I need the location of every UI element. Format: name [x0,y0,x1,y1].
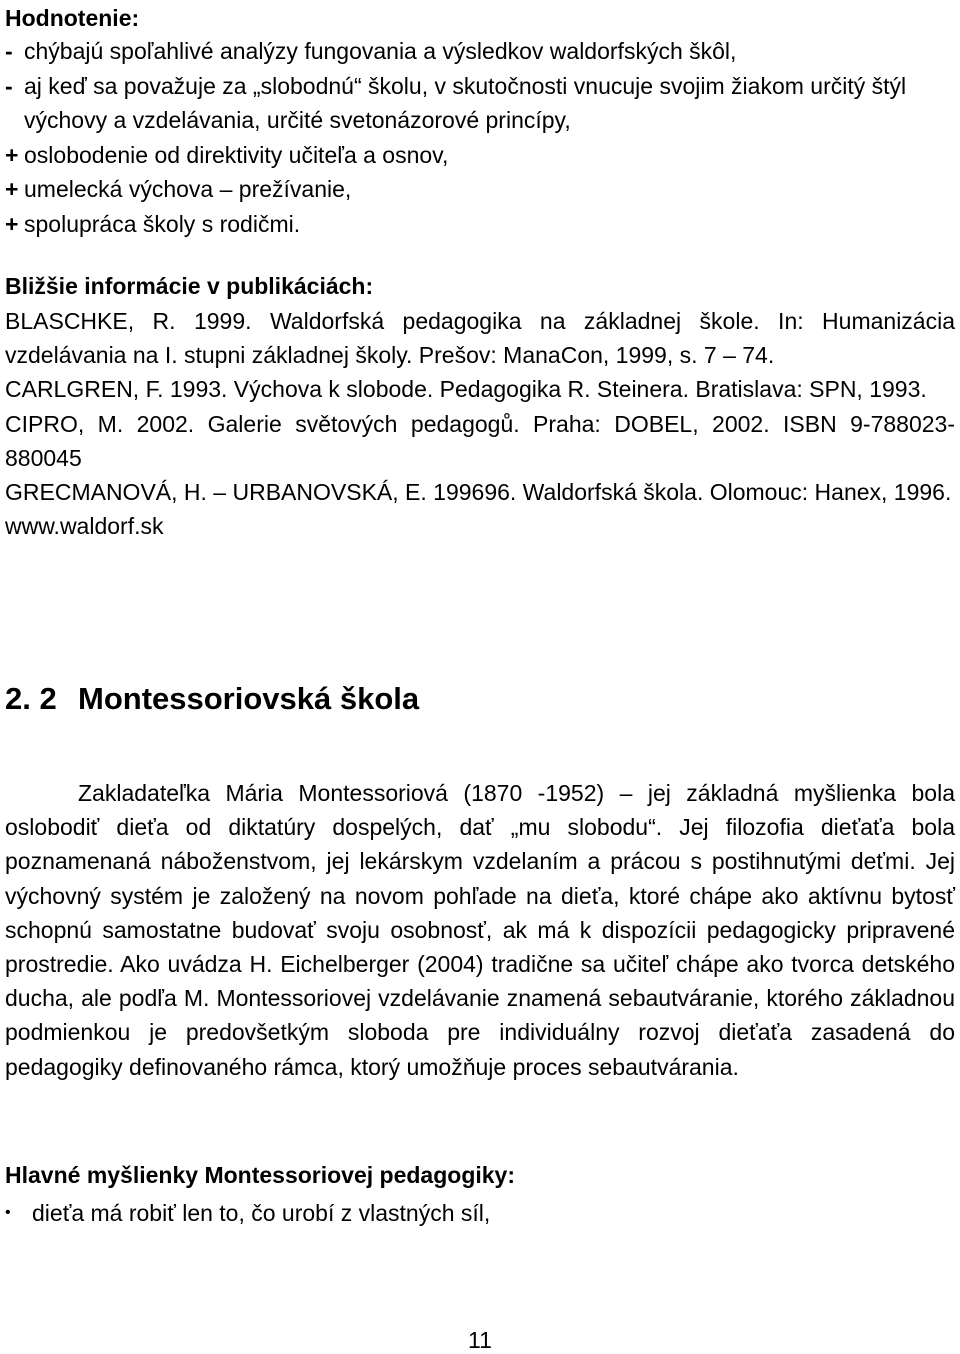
section-paragraph: Zakladateľka Mária Montessoriová (1870 -1952) – jej základná myšlienka bola oslobodiť dieťa od diktatúry dospelých, dať „mu slobodu“. Jej filozofia dieťaťa bola poznamenaná náboženstvom, jej lekárskym vzdelaním a prácou s postihnutými deťmi. Jej výchovný systém je založený na novom pohľade na dieťa, ktoré chápe ako aktívnu bytosť schopnú samostatne budovať svoju osobnosť, ak má k dispozícii pedagogicky pripravené prostredie. Ako uvádza H. Eichelberger (2004) tradične sa učiteľ chápe ako tvorca detského ducha, ale podľa M. Montessoriovej vzdelávanie znamená sebautváranie, ktorého základnou podmienkou je predovšetkým sloboda pre individuálny rozvoj dieťaťa zasadená do pedagogiky definovaného rámca, ktorý umožňuje proces sebautvárania. [5,780,955,1080]
reference-entry: CARLGREN, F. 1993. Výchova k slobode. Pedagogika R. Steinera. Bratislava: SPN, 1993. [5,376,927,403]
section-title: Montessoriovská škola [78,681,420,716]
evaluation-item [5,138,955,173]
list-item [5,1196,955,1230]
evaluation-item-mark: + [5,210,19,237]
reference-link[interactable]: www.waldorf.sk [5,513,164,540]
evaluation-item-mark: - [5,72,13,99]
evaluation-heading: Hodnotenie: [5,5,140,31]
evaluation-item-mark: + [5,176,19,202]
references-list [5,304,955,543]
evaluation-item [5,34,955,69]
section-heading [5,680,419,718]
evaluation-item [5,69,955,138]
evaluation-item-text: spolupráca školy s rodičmi. [24,210,301,237]
reference-entry: BLASCHKE, R. 1999. Waldorfská pedagogika na základnej škole. In: Humanizácia vzdelávania na I. stupni základnej školy. Prešov: ManaCon, 1999, s. 7 – 74. [5,308,955,369]
reference-entry: GRECMANOVÁ, H. – URBANOVSKÁ, E. 199696. Waldorfská škola. Olomouc: Hanex, 1996. [5,479,952,506]
references-heading: Bližšie informácie v publikáciách: [5,273,374,299]
evaluation-item [5,172,955,207]
evaluation-item-text: oslobodenie od direktivity učiteľa a osnov, [24,141,449,168]
evaluation-list [5,34,955,241]
main-ideas-list [5,1196,955,1230]
bullet-icon: • [5,1204,11,1221]
evaluation-item-mark: - [5,38,13,64]
evaluation-item [5,207,955,242]
section-number: 2. 2 [5,681,57,716]
main-ideas-heading: Hlavné myšlienky Montessoriovej pedagogiky: [5,1162,515,1188]
list-item-text: dieťa má robiť len to, čo urobí z vlastných síl, [32,1200,491,1226]
page-number: 11 [468,1327,492,1353]
evaluation-item-text: aj keď sa považuje za „slobodnú“ školu, v skutočnosti vnucuje svojim žiakom určitý štýl výchovy a vzdelávania, určité svetonázorové princípy, [24,72,907,133]
evaluation-item-mark: + [5,141,19,168]
reference-entry: CIPRO, M. 2002. Galerie světových pedagogů. Praha: DOBEL, 2002. ISBN 9-788023-880045 [5,410,955,471]
evaluation-item-text: chýbajú spoľahlivé analýzy fungovania a výsledkov waldorfských škôl, [24,38,737,64]
evaluation-item-text: umelecká výchova – prežívanie, [24,176,352,202]
